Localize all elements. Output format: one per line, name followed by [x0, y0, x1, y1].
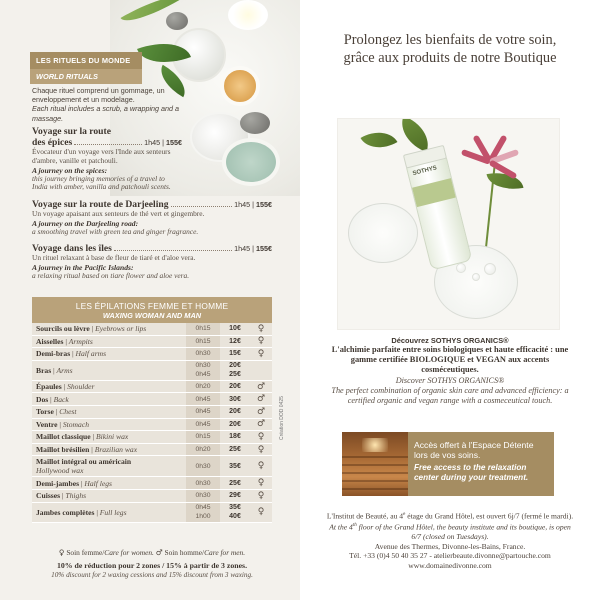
address-block	[326, 510, 574, 571]
female-icon: ♀	[58, 548, 65, 557]
ritual-desc-en: a relaxing ritual based on tiare flower and aloe vera.	[32, 270, 190, 280]
waxing-zone: Aisselles | Armpits	[36, 336, 93, 346]
table-row	[32, 490, 272, 503]
table-row	[32, 393, 272, 406]
rituals-intro	[32, 86, 182, 123]
waxing-price: 25€	[229, 446, 241, 454]
waxing-zone: Demi-bras | Half arms	[36, 349, 107, 359]
waxing-duration: 0h20	[186, 381, 220, 393]
waxing-price: 10€	[229, 325, 241, 333]
male-icon: ♂	[155, 548, 163, 557]
leaf-icon	[395, 118, 436, 152]
waxing-duration: 0h30	[186, 477, 220, 489]
product-photo	[337, 118, 560, 330]
waxing-zone: Épaules | Shoulder	[36, 382, 95, 392]
cream-drop-icon	[472, 273, 480, 281]
waxing-price: 35€ 40€	[229, 504, 241, 521]
ritual-desc-fr: Un voyage apaisant aux senteurs de thé vert et gingembre.	[32, 209, 205, 218]
waxing-price: 25€	[229, 479, 241, 487]
waxing-zone: Ventre | Stomach	[36, 419, 89, 429]
waxing-duration: 0h30	[186, 348, 220, 360]
waxing-price: 35€	[229, 462, 241, 470]
waxing-header-fr: LES ÉPILATIONS FEMME ET HOMME	[75, 301, 229, 311]
ritual-price: 155€	[256, 244, 272, 253]
bowl-icon	[222, 138, 280, 186]
table-row	[32, 477, 272, 490]
female-icon: ♀	[257, 348, 265, 359]
waxing-zone: Dos | Back	[36, 394, 69, 404]
table-row	[32, 348, 272, 361]
waxing-header	[32, 297, 272, 323]
table-row	[32, 456, 272, 477]
print-credit: Création DOD 0425	[279, 396, 285, 440]
discover-section	[330, 336, 570, 406]
table-row	[32, 323, 272, 336]
female-icon: ♀	[257, 461, 265, 472]
waxing-duration: 0h45	[186, 419, 220, 431]
relaxation-text-en: Free access to the relaxation center during your treatment.	[414, 462, 529, 482]
leaf-icon	[361, 123, 398, 157]
waxing-duration: 0h45 1h00	[186, 503, 220, 522]
table-row	[32, 431, 272, 444]
waxing-price: 20€ 25€	[229, 362, 241, 379]
female-icon: ♀	[257, 507, 265, 518]
relaxation-text-fr: Accès offert à l'Espace Détente lors de vos soins.	[414, 440, 534, 461]
discover-text-en: The perfect combination of organic skin care and advanced efficiency: a certified organic and vegan range with a cosmeceutical touch.	[331, 385, 569, 405]
stone-icon	[166, 12, 188, 30]
female-icon: ♀	[257, 478, 265, 489]
discover-title-en: Discover SOTHYS ORGANICS®	[395, 375, 505, 385]
waxing-price: 20€	[229, 420, 241, 428]
cream-drop-icon	[484, 263, 496, 275]
waxing-duration: 0h15	[186, 431, 220, 443]
waxing-price: 20€	[229, 383, 241, 391]
ritual-desc-en: this journey bringing memories of a travel to India with amber, vanilla and patchouli scents.	[32, 173, 171, 192]
table-row	[32, 406, 272, 419]
ritual-duration: 1h45	[234, 200, 251, 209]
waxing-duration: 0h15	[186, 336, 220, 348]
stone-icon	[240, 112, 270, 134]
boutique-headline: Prolongez les bienfaits de votre soin, grâce aux produits de notre Boutique	[343, 32, 557, 66]
discover-text-fr: L'alchimie parfaite entre soins biologiques et haute efficacité : une gamme certifiée BIOLOGIQUE et VEGAN aux accents cosméceutiques.	[331, 345, 569, 375]
waxing-zone: Jambes complètes | Full legs	[36, 507, 127, 517]
rituals-intro-fr: Chaque rituel comprend un gommage, un enveloppement et un modelage.	[32, 86, 165, 105]
relaxation-banner	[342, 432, 554, 496]
waxing-zone: Bras | Arms	[36, 365, 73, 375]
rituals-badge	[30, 52, 142, 84]
ritual-title: Voyage sur la route	[32, 126, 111, 137]
table-row	[32, 336, 272, 349]
discover-title: Découvrez SOTHYS ORGANICS®	[391, 336, 509, 345]
waxing-table	[32, 297, 272, 523]
waxing-promo-en: 10% discount for 2 waxing cessions and 15% discount from 3 waxing.	[51, 571, 253, 579]
female-icon: ♀	[257, 431, 265, 442]
dish-icon	[348, 203, 418, 263]
table-row	[32, 444, 272, 457]
address-fr: L'Institut de Beauté, au 4e étage du Grand Hôtel, est ouvert 6j/7 (fermé le mardi).	[326, 511, 574, 521]
waxing-zone: Demi-jambes | Half legs	[36, 478, 112, 488]
ritual-title: des épices	[32, 137, 73, 148]
ritual-title: Voyage sur la route de Darjeeling	[32, 199, 169, 210]
ritual-item: Voyage dans les îles 1h45 | 155€ Un rituel relaxant à base de fleur de tiaré et d'aloe vera. A journey in the Pacific Islands: a relaxing ritual based on tiare flower and aloe vera.	[32, 243, 272, 280]
waxing-price: 12€	[229, 337, 241, 345]
ritual-item: Voyage sur la route de Darjeeling 1h45 | 155€ Un voyage apaisant aux senteurs de thé vert et gingembre. A journey on the Darjeeling road: a smoothing travel with green tea and ginger fragrance.	[32, 199, 272, 236]
address-en: At the 4th floor of the Grand Hôtel, the beauty institute and its boutique, is open 6/7 (closed on Tuesdays).	[329, 522, 571, 542]
waxing-rows	[32, 323, 272, 523]
ritual-title: Voyage dans les îles	[32, 243, 112, 254]
waxing-duration: 0h20	[186, 444, 220, 456]
table-row	[32, 419, 272, 432]
waxing-duration: 0h45	[186, 393, 220, 405]
male-icon: ♂	[256, 381, 266, 392]
waxing-zone: Sourcils ou lèvre | Eyebrows or lips	[36, 324, 147, 334]
waxing-zone: Maillot intégral ou américain Hollywood wax	[36, 457, 132, 476]
waxing-price: 30€	[229, 395, 241, 403]
female-icon: ♀	[257, 336, 265, 347]
ritual-item: Voyage sur la route des épices 1h45 | 155€ Évocateur d'un voyage vers l'Inde aux senteurs d'ambre, vanille et patchouli. A journey on the spices: this journey bringing memories of a travel to India with amber, vanilla and patchouli scents.	[32, 126, 182, 192]
female-icon: ♀	[257, 444, 265, 455]
rituals-badge-en: WORLD RITUALS	[30, 69, 142, 84]
waxing-zone: Cuisses | Thighs	[36, 491, 87, 501]
ritual-price: 155€	[256, 200, 272, 209]
waxing-legend: ♀ Soin femme/Care for women. ♂ Soin homme/Care for men.	[58, 548, 246, 557]
waxing-duration: 0h30 0h45	[186, 361, 220, 380]
ritual-title-en: A journey on the spices:	[32, 165, 108, 175]
flower-icon	[228, 0, 268, 30]
cream-drop-icon	[456, 263, 466, 273]
ritual-duration: 1h45	[144, 138, 161, 147]
ritual-desc-fr: Évocateur d'un voyage vers l'Inde aux senteurs d'ambre, vanille et patchouli.	[32, 147, 171, 165]
rituals-badge-fr: LES RITUELS DU MONDE	[30, 52, 142, 69]
sauna-photo	[342, 432, 408, 496]
right-panel	[300, 0, 597, 600]
ritual-desc-fr: Un rituel relaxant à base de fleur de tiaré et d'aloe vera.	[32, 253, 196, 262]
waxing-zone: Maillot classique | Bikini wax	[36, 432, 129, 442]
contact-line[interactable]: Tél. +33 (0)4 50 40 35 27 - atelierbeaute.divonne@partouche.com	[349, 551, 551, 561]
male-icon: ♂	[256, 406, 266, 417]
table-row	[32, 381, 272, 394]
table-row	[32, 503, 272, 523]
waxing-header-en: WAXING WOMAN AND MAN	[102, 311, 202, 320]
waxing-duration: 0h30	[186, 490, 220, 502]
street-address: Avenue des Thermes, Divonne-les-Bains, France.	[374, 541, 526, 551]
waxing-price: 20€	[229, 408, 241, 416]
female-icon: ♀	[257, 490, 265, 501]
ritual-title-en: A journey in the Pacific Islands:	[32, 262, 134, 272]
waxing-price: 29€	[229, 492, 241, 500]
ritual-price: 155€	[166, 138, 182, 147]
waxing-price: 18€	[229, 433, 241, 441]
waxing-duration: 0h45	[186, 406, 220, 418]
waxing-zone: Maillot brésilien | Brazilian wax	[36, 445, 138, 455]
ritual-duration: 1h45	[234, 244, 251, 253]
female-icon: ♀	[257, 323, 265, 334]
ritual-desc-en: a smoothing travel with green tea and ginger fragrance.	[32, 226, 199, 236]
rituals-intro-en: Each ritual includes a scrub, a wrapping and a massage.	[32, 104, 180, 123]
waxing-promo	[32, 561, 272, 580]
table-row	[32, 361, 272, 381]
waxing-duration: 0h15	[186, 323, 220, 335]
male-icon: ♂	[256, 419, 266, 430]
tube-brand: SOTHYS	[412, 165, 438, 178]
waxing-zone: Torse | Chest	[36, 407, 77, 417]
waxing-promo-fr: 10% de réduction pour 2 zones / 15% à partir de 3 zones.	[56, 561, 248, 570]
honeysuckle-flower-icon	[462, 141, 518, 181]
bowl-icon	[220, 66, 260, 106]
waxing-duration: 0h30	[186, 456, 220, 476]
male-icon: ♂	[256, 394, 266, 405]
website-link[interactable]: www.domainedivonne.com	[408, 561, 492, 571]
waxing-price: 15€	[229, 350, 241, 358]
ritual-title-en: A journey on the Darjeeling road:	[32, 218, 139, 228]
